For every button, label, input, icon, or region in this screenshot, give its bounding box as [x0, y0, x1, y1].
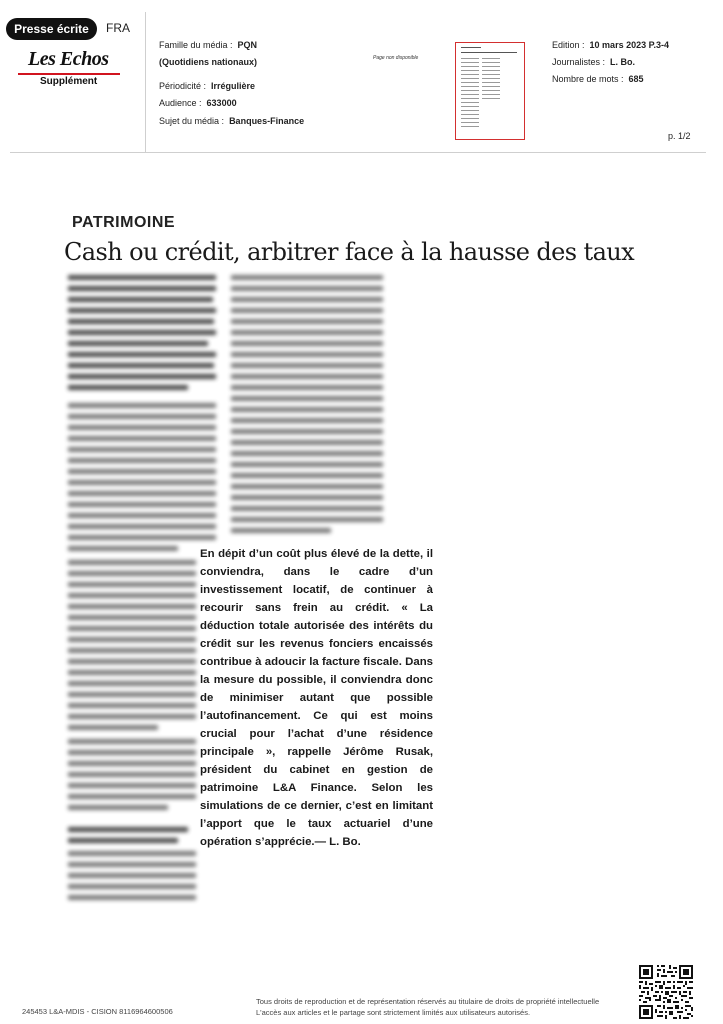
edition: Edition : 10 mars 2023 P.3-4	[552, 40, 669, 50]
media-subject: Sujet du média : Banques-Finance	[159, 116, 305, 126]
rights-line-2: L'accès aux articles et le partage sont strictement limités aux utilisateurs autorisés.	[256, 1008, 531, 1017]
thumbnail-caption: Page non disponible	[373, 55, 419, 61]
blurred-column-left	[68, 275, 218, 915]
qr-code-icon[interactable]	[639, 965, 693, 1019]
audience: Audience : 633000	[159, 98, 237, 108]
country-code: FRA	[106, 21, 130, 35]
logo-sub: Supplément	[40, 76, 98, 87]
document-reference: 245453 L&A-MDIS - CISION 8116964600506	[22, 1007, 173, 1016]
logo-name: Les Echos	[28, 48, 109, 70]
rights-notice	[256, 996, 599, 1018]
article-rubric: PATRIMOINE	[72, 214, 176, 231]
logo-underline	[18, 73, 120, 75]
word-count: Nombre de mots : 685	[552, 74, 644, 84]
page-indicator: p. 1/2	[668, 131, 691, 141]
media-type-badge: Presse écrite	[6, 18, 97, 40]
media-family: Famille du média : PQN	[159, 40, 258, 50]
rights-line-1: Tous droits de reproduction et de représentation réservés au titulaire de droits de propriété intellectuelle	[256, 997, 600, 1006]
media-family-detail: (Quotidiens nationaux)	[159, 57, 257, 67]
header-separator	[10, 152, 706, 153]
header-divider	[145, 12, 146, 152]
article-headline: Cash ou crédit, arbitrer face à la hausse des taux	[64, 238, 635, 266]
blurred-column-right	[231, 275, 391, 537]
journalists: Journalistes : L. Bo.	[552, 57, 636, 67]
periodicity: Périodicité : Irrégulière	[159, 81, 256, 91]
article-closing-paragraph: En dépit d’un coût plus élevé de la dette, il conviendra, dans le cadre d’un investissement locatif, de continuer à recourir sans frein au crédit. « La déduction totale autorisée des intérêts du crédit sur les revenus fonciers encaissés contribue à adoucir la facture fiscale. Dans la mesure du possible, il conviendra donc de minimiser autant que possible l’autofinancement. Ce qui est moins crucial pour l’achat d’une résidence principale », rappelle Jérôme Rusak, président du cabinet en gestion de patrimoine L&A Finance. Selon les simulations de ce dernier, c’est en limitant l’apport que le taux actuariel d’une opération s’apprécie.— L. Bo.	[200, 548, 433, 848]
page-thumbnail[interactable]	[455, 42, 525, 140]
